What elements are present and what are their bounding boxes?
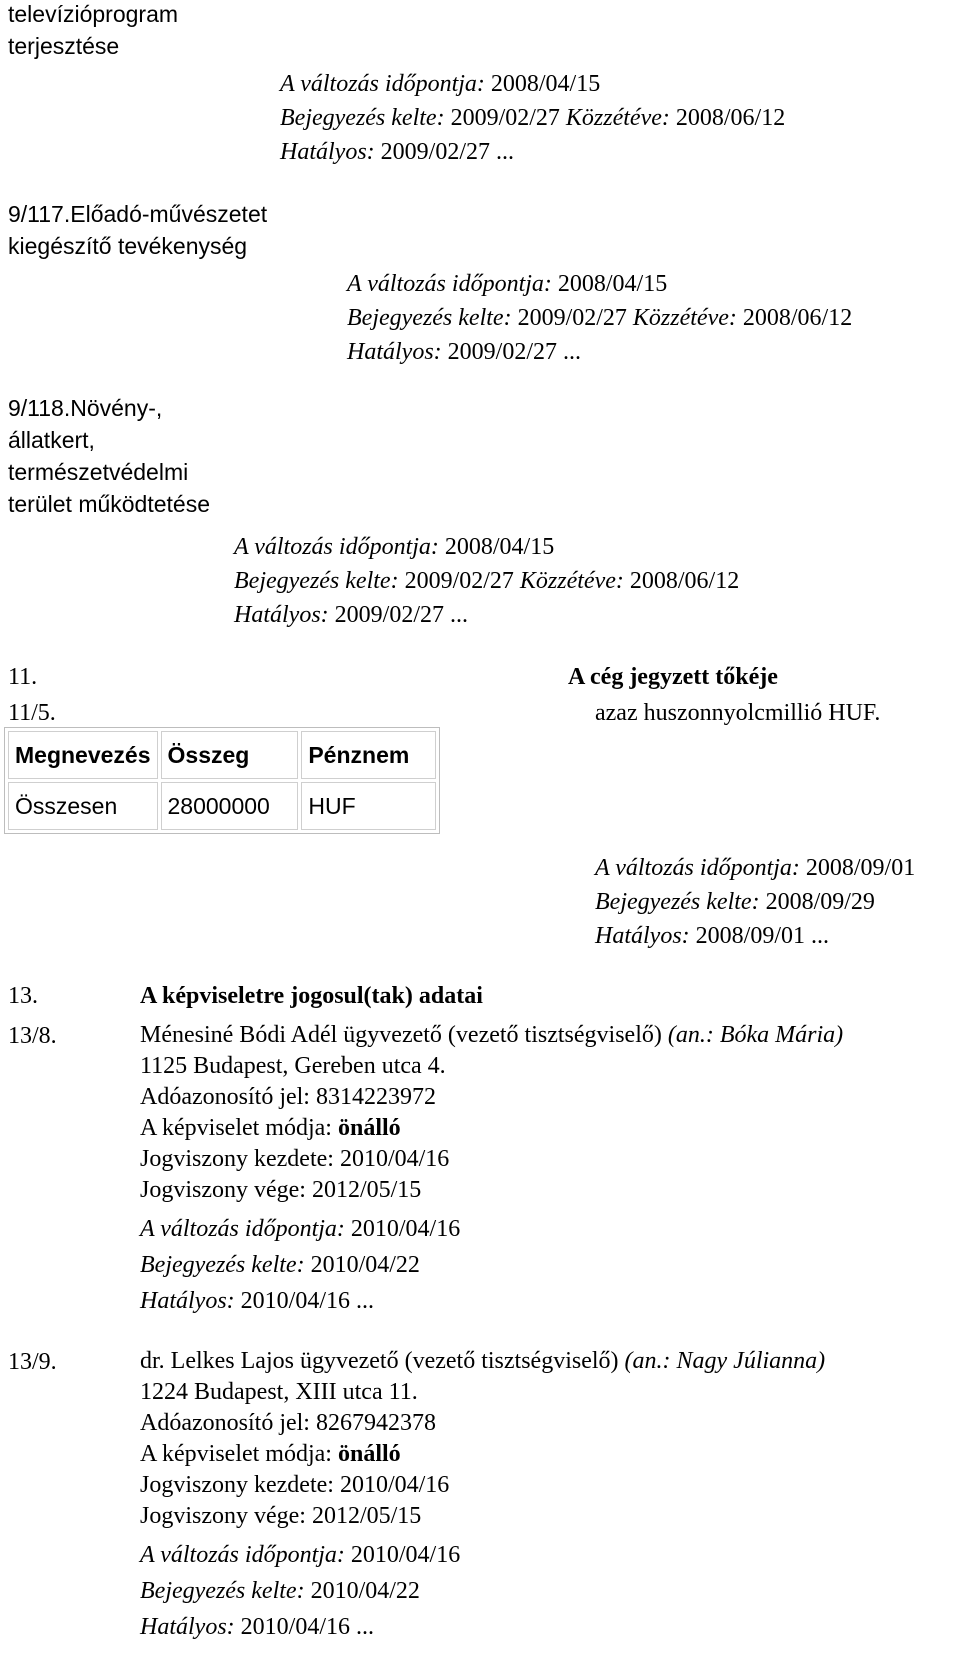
subsection-number: 11/5. — [8, 700, 56, 726]
table-cell: 28000000 — [161, 782, 299, 830]
activity-label — [8, 0, 178, 62]
effective-label: Hatályos: — [140, 1614, 235, 1640]
effective-label: Hatályos: — [140, 1288, 235, 1314]
registered-date: 2009/02/27 — [517, 305, 627, 331]
changed-label: A változás időpontja: — [595, 855, 800, 881]
table-cell: HUF — [301, 782, 436, 830]
registered-date: 2008/09/29 — [765, 889, 875, 915]
effective-label: Hatályos: — [280, 139, 375, 165]
registered-label: Bejegyezés kelte: — [234, 568, 399, 594]
table-header-cell: Pénznem — [301, 731, 436, 779]
changed-label: A változás időpontja: — [234, 534, 439, 560]
employment-start: Jogviszony kezdete: 2010/04/16 — [140, 1472, 450, 1498]
changed-label: A változás időpontja: — [347, 271, 552, 297]
changed-date: 2010/04/16 — [350, 1216, 461, 1242]
published-label: Közzétéve: — [565, 105, 670, 131]
mother-name: Nagy Júlianna) — [676, 1348, 826, 1374]
capital-amount-text: azaz huszonnyolcmillió HUF. — [595, 700, 881, 726]
employment-end: Jogviszony vége: 2012/05/15 — [140, 1503, 422, 1529]
section-title: A cég jegyzett tőkéje — [568, 664, 778, 690]
entry-number: 13/8. — [8, 1023, 57, 1049]
table-header-cell: Összeg — [161, 731, 299, 779]
registered-label: Bejegyezés kelte: — [140, 1578, 305, 1604]
activity-label-line: természetvédelmi — [8, 459, 189, 485]
table-header-cell: Megnevezés — [8, 731, 158, 779]
employment-end: Jogviszony vége: 2012/05/15 — [140, 1177, 422, 1203]
registered-label: Bejegyezés kelte: — [595, 889, 760, 915]
representation-mode-label: A képviselet módja: — [140, 1115, 332, 1141]
mother-name-label: (an.: — [624, 1348, 671, 1374]
representation-mode: önálló — [337, 1115, 401, 1141]
table-row — [8, 782, 436, 830]
activity-label — [8, 198, 267, 262]
representative-entry — [140, 1346, 825, 1645]
representation-mode: önálló — [337, 1441, 401, 1467]
representative-entry — [140, 1020, 843, 1319]
activity-label-line: terjesztése — [8, 33, 120, 59]
activity-label — [8, 392, 210, 520]
effective-date: 2008/09/01 ... — [695, 923, 829, 949]
entry-number: 13/9. — [8, 1349, 57, 1375]
changed-label: A változás időpontja: — [140, 1542, 345, 1568]
change-meta — [234, 530, 739, 632]
published-label: Közzétéve: — [632, 305, 737, 331]
published-date: 2008/06/12 — [675, 105, 786, 131]
published-label: Közzétéve: — [519, 568, 624, 594]
address: 1125 Budapest, Gereben utca 4. — [140, 1053, 446, 1079]
changed-date: 2008/04/15 — [444, 534, 555, 560]
change-meta — [595, 851, 915, 953]
section-number: 13. — [8, 983, 38, 1009]
change-meta — [347, 267, 852, 369]
representative-name: Ménesiné Bódi Adél ügyvezető (vezető tisztségviselő) — [140, 1022, 662, 1048]
changed-date: 2008/04/15 — [490, 71, 601, 97]
activity-label-line: terület működtetése — [8, 491, 211, 517]
employment-start: Jogviszony kezdete: 2010/04/16 — [140, 1146, 450, 1172]
registered-date: 2009/02/27 — [450, 105, 560, 131]
effective-date: 2009/02/27 ... — [447, 339, 581, 365]
changed-date: 2008/09/01 — [805, 855, 916, 881]
representation-mode-label: A képviselet módja: — [140, 1441, 332, 1467]
effective-date: 2010/04/16 ... — [240, 1614, 374, 1640]
effective-label: Hatályos: — [595, 923, 690, 949]
effective-date: 2009/02/27 ... — [334, 602, 468, 628]
changed-label: A változás időpontja: — [280, 71, 485, 97]
change-meta — [280, 67, 785, 169]
activity-label-line: 9/117.Előadó-művészetet — [8, 201, 268, 227]
published-date: 2008/06/12 — [629, 568, 740, 594]
changed-date: 2008/04/15 — [557, 271, 668, 297]
registered-date: 2010/04/22 — [310, 1578, 420, 1604]
section-number: 11. — [8, 664, 38, 690]
capital-table — [4, 727, 440, 834]
effective-date: 2010/04/16 ... — [240, 1288, 374, 1314]
effective-label: Hatályos: — [347, 339, 442, 365]
activity-label-line: 9/118.Növény-, — [8, 395, 163, 421]
changed-label: A változás időpontja: — [140, 1216, 345, 1242]
mother-name-label: (an.: — [667, 1022, 714, 1048]
representative-name: dr. Lelkes Lajos ügyvezető (vezető tisztségviselő) — [140, 1348, 619, 1374]
section-title: A képviseletre jogosul(tak) adatai — [140, 983, 483, 1009]
registered-date: 2010/04/22 — [310, 1252, 420, 1278]
activity-label-line: állatkert, — [8, 427, 95, 453]
registered-label: Bejegyezés kelte: — [347, 305, 512, 331]
address: 1224 Budapest, XIII utca 11. — [140, 1379, 418, 1405]
activity-label-line: kiegészítő tevékenység — [8, 233, 248, 259]
tax-id: Adóazonosító jel: 8267942378 — [140, 1410, 436, 1436]
table-cell: Összesen — [8, 782, 158, 830]
published-date: 2008/06/12 — [742, 305, 853, 331]
mother-name: Bóka Mária) — [719, 1022, 844, 1048]
table-header-row — [8, 731, 436, 779]
activity-label-line: televízióprogram — [8, 1, 179, 27]
effective-date: 2009/02/27 ... — [380, 139, 514, 165]
registered-label: Bejegyezés kelte: — [280, 105, 445, 131]
registered-date: 2009/02/27 — [404, 568, 514, 594]
registered-label: Bejegyezés kelte: — [140, 1252, 305, 1278]
changed-date: 2010/04/16 — [350, 1542, 461, 1568]
effective-label: Hatályos: — [234, 602, 329, 628]
tax-id: Adóazonosító jel: 8314223972 — [140, 1084, 436, 1110]
